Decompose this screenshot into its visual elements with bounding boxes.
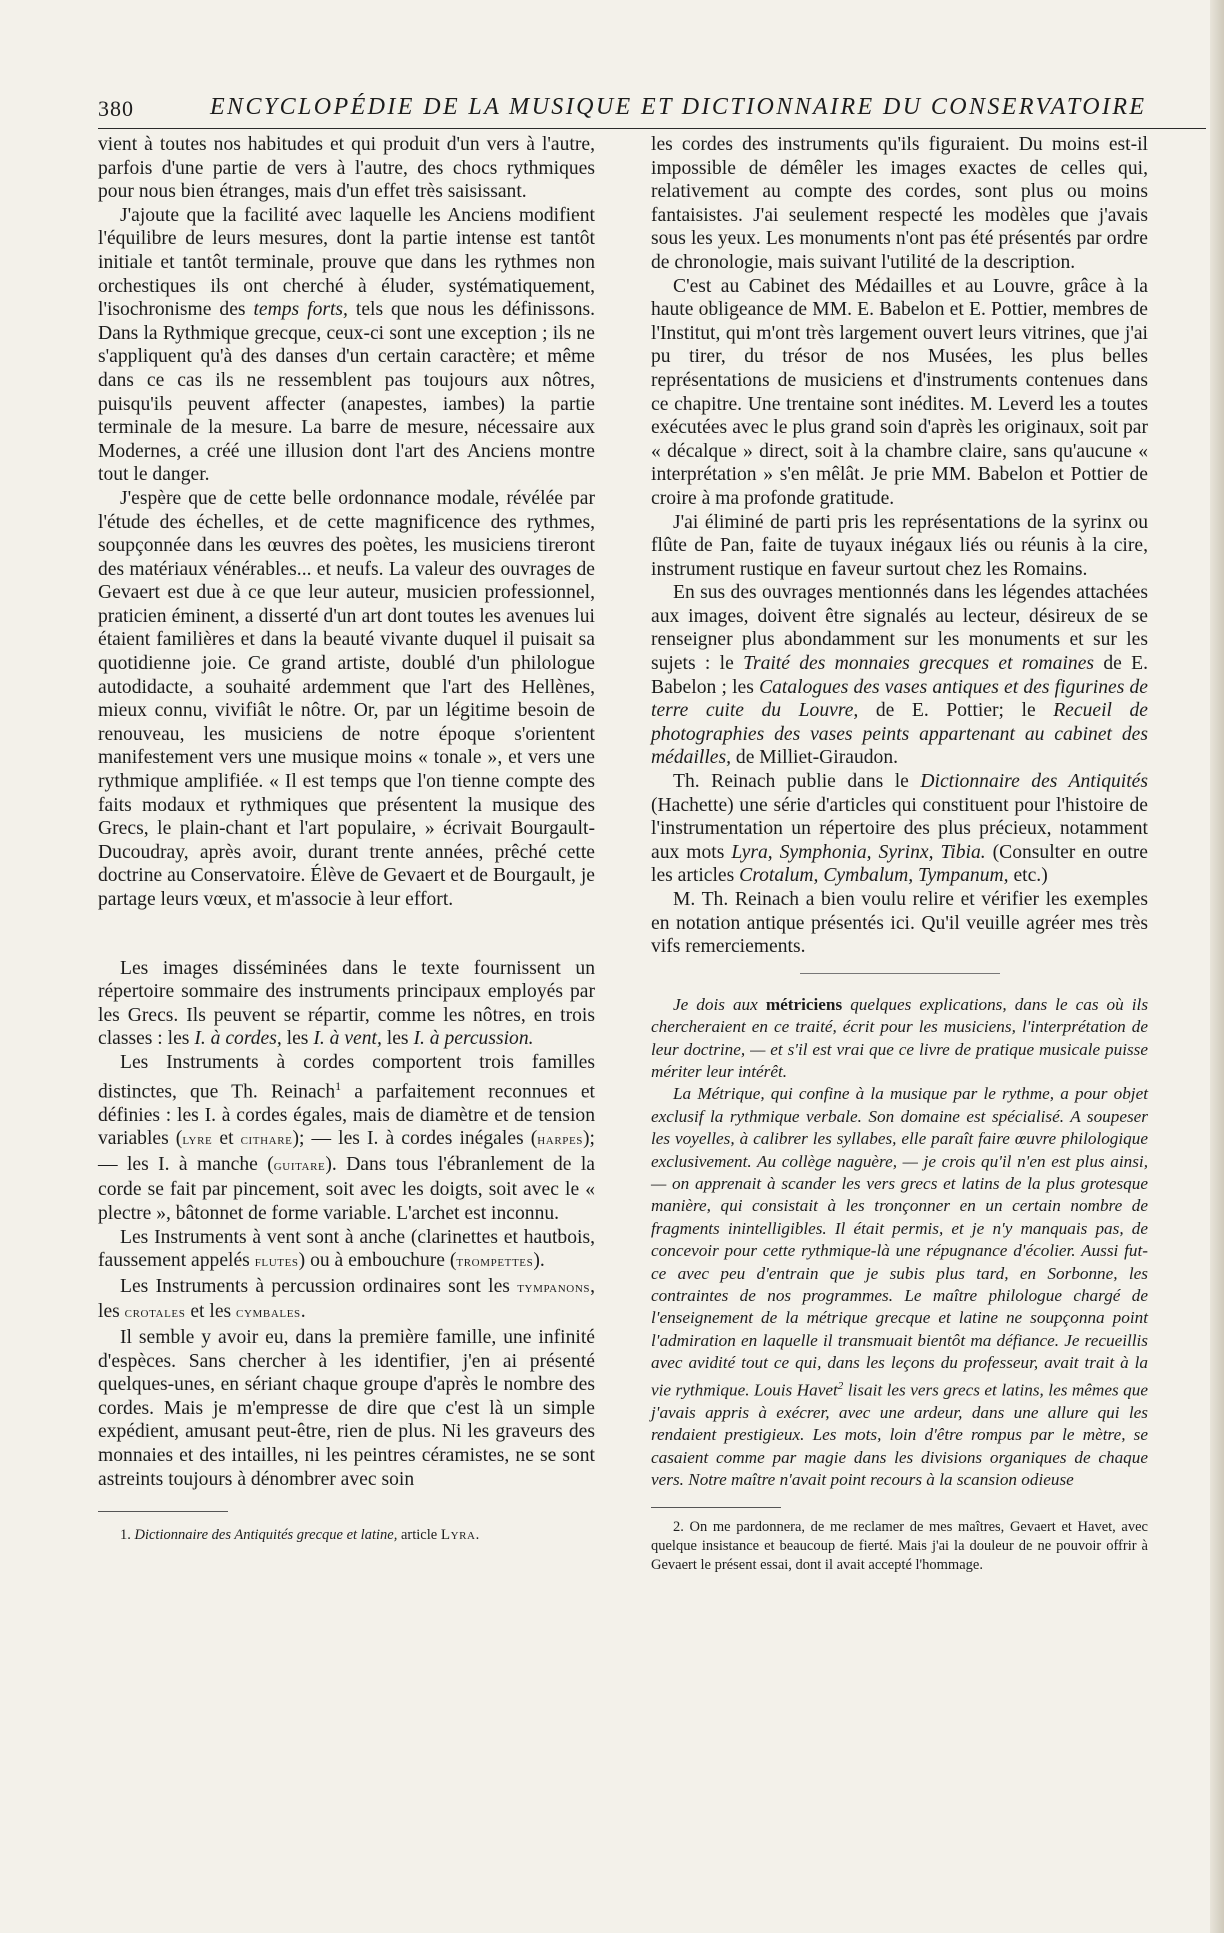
footnote-2: 2. On me pardonnera, de me reclamer de mes maîtres, Gevaert et Havet, avec quelque insistance et beaucoup de fierté. Mais j'ai la douleur de ne pouvoir offrir à Gevaert le présent essai, dont il avait accepté l'hommage. [651,1519,1148,1574]
page-edge [1210,0,1224,1933]
paragraph: M. Th. Reinach a bien voulu relire et vérifier les exemples en notation antique présentés ici. Qu'il veuille agréer mes très vifs remerciements. [651,889,1148,958]
running-header [98,94,1206,129]
left-column [98,133,595,1545]
footnote-rule [651,1507,781,1508]
paragraph: Les Instruments à vent sont à anche (clarinettes et hautbois, faussement appelés flutes) ou à embouchure (trompettes). [98,1226,595,1272]
paragraph: J'ajoute que la facilité avec laquelle les Anciens modifient l'équilibre de leurs mesures, dont la partie intense est tantôt initiale et tantôt terminale, prouve que dans les rythmes non orchestiques ils ont cherché à éluder, systématiquement, l'isochronisme des temps forts, tels que nous les définissons. Dans la Rythmique grecque, ceux-ci sont une exception ; ils ne s'appliquent qu'à des danses d'un certain caractère; et même dans ce cas ils ne ressemblent pas toujours aux nôtres, puisqu'ils peuvent affecter (anapestes, iambes) la partie terminale de la mesure. La barre de mesure, nécessaire aux Modernes, a créé une illusion dont l'art des Anciens montre tout le danger. [98,204,596,486]
paragraph: Les Instruments à cordes comportent trois familles distinctes, que Th. Reinach$^1$ a parfaitement reconnues et définies : les I. à cordes égales, mais de diamètre et de tension variables (lyre et cithare); — les I. à cordes inégales (harpes); — les I. à manche (guitare). Dans tous l'ébranlement de la corde se fait par pincement, soit avec les doigts, soit avec le « plectre », bâtonnet de forme variable. L'archet est inconnu. [98,1051,595,1225]
paragraph: vient à toutes nos habitudes et qui produit d'un vers à l'autre, parfois d'une partie de vers à l'autre, des chocs rythmiques pour nous bien étranges, mais d'un effet très saisissant. [98,134,595,203]
paragraph: J'espère que de cette belle ordonnance modale, révélée par l'étude des échelles, et de cette magnificence des rythmes, soupçonnée dans les œuvres des poètes, les musiciens tireront des matériaux vénérables... et neufs. La valeur des ouvrages de Gevaert est due à ce que leur auteur, musicien professionnel, praticien éminent, a disserté d'un art dont toutes les avenues lui étaient familières et dans la beauté vivante duquel il puisait sa quotidienne joie. Ce grand artiste, doublé d'un philologue autodidacte, a souhaité ardemment que l'art des Hellènes, mieux connu, vivifiât le nôtre. Or, par un légitime besoin de renouveau, les musiciens de notre époque s'orientent manifestement vers une musique moins « tonale », et vers une rythmique amplifiée. « Il est temps que l'on tienne compte des faits modaux et rythmiques que présentent la musique des Grecs, le plain-chant et l'art populaire, » écrivait Bourgault-Ducoudray, après avoir, durant trente années, prêché cette doctrine au Conservatoire. Élève de Gevaert et de Bourgault, je partage leurs vœux, et m'associe à leur effort. [98,487,595,910]
paragraph: Les Instruments à percussion ordinaires sont les tympanons, les crotales et les cymbales. [98,1275,595,1323]
footnote-marker: 2 [837,1379,844,1392]
page-number: 380 [98,96,134,121]
section-break [98,912,595,957]
right-column [651,133,1148,1575]
paragraph: Je dois aux métriciens quelques explications, dans le cas où ils chercheraient en ce traité, écrit pour les musiciens, l'interprétation de leur doctrine, — et s'il est vrai que ce livre de pratique musicale puisse mériter leur intérêt. [651,994,1149,1081]
paragraph: En sus des ouvrages mentionnés dans les légendes attachées aux images, doivent être signalés au lecteur, désireux de se renseigner plus abondamment sur les monuments et sur les sujets : le Traité des monnaies grecques et romaines de E. Babelon ; les Catalogues des vases antiques et des figurines de terre cuite du Louvre, de E. Pottier; le Recueil de photographies des vases peints appartenant au cabinet des médailles, de Milliet-Giraudon. [651,582,1148,769]
paragraph: Il semble y avoir eu, dans la première famille, une infinité d'espèces. Sans chercher à les identifier, j'en ai présenté quelques-unes, en sériant chaque groupe d'après le nombre des cordes. Mais je m'empresse de dire que c'est là un simple expédient, amusant peut-être, rien de plus. Ni les graveurs des monnaies et des intailles, ni les peintres céramistes, ne se sont astreints toujours à dénombrer avec soin [98,1327,595,1490]
metrics-note [651,994,1148,1492]
section-rule [800,973,1000,974]
running-title: ENCYCLOPÉDIE DE LA MUSIQUE ET DICTIONNAIRE DU CONSERVATOIRE [210,94,1147,120]
paragraph: les cordes des instruments qu'ils figuraient. Du moins est-il impossible de démêler les images exactes de celles qui, relativement au compte des cordes, sont plus ou moins fantaisistes. J'ai seulement respecté les modèles que j'avais sous les yeux. Les monuments n'ont pas été présentés par ordre de chronologie, mais suivant l'utilité de la description. [651,134,1148,273]
paragraph: Les images disséminées dans le texte fournissent un répertoire sommaire des instruments principaux employés par les Grecs. Ils peuvent se répartir, comme les nôtres, en trois classes : les I. à cordes, les I. à vent, les I. à percussion. [98,957,595,1050]
footnote-1: 1. Dictionnaire des Antiquités grecque et latine, article Lyra. [120,1527,480,1544]
footnote-marker: 1 [335,1078,342,1093]
paragraph: La Métrique, qui confine à la musique par le rythme, a pour objet exclusif la rythmique verbale. Son domaine est spécialisé. A soupeser les voyelles, à calibrer les syllabes, elle paraît faire œuvre philologique exclusivement. Au collège naguère, — je crois qu'il n'en est plus ainsi, — on apprenait à scander les vers grecs et latins de la plus grotesque manière, qui consistait à les tronçonner en un certain nombre de fragments inintelligibles. Il était permis, et je n'y manquais pas, de concevoir pour cette rythmique-là une répugnance d'écolier. Aussi fut-ce avec peu d'entrain que je subis plus tard, en Sorbonne, les contraintes de nos programmes. Le maître philologue chargé de l'enseignement de la métrique grecque et latine ne soupçonna point l'admiration en laquelle il transmuait bientôt ma défiance. Je recueillis avec avidité tout ce qui, dans les leçons du professeur, avait trait à la vie rythmique. Louis Havet$^2$ lisait les vers grecs et latins, les mêmes que j'avais appris à exécrer, avec une ardeur, dans une allure qui les rendaient prestigieux. Les mots, loin d'être rompus par le mètre, se casaient comme par magie dans les divisions organiques de chaque vers. Notre maître n'avait point recours à la scansion odieuse [651,1084,1148,1490]
paragraph: Th. Reinach publie dans le Dictionnaire des Antiquités (Hachette) une série d'articles qui constituent pour l'histoire de l'instrumentation un répertoire des plus précieux, notamment aux mots Lyra, Symphonia, Syrinx, Tibia. (Consulter en outre les articles Crotalum, Cymbalum, Tympanum, etc.) [651,771,1148,887]
paragraph: C'est au Cabinet des Médailles et au Louvre, grâce à la haute obligeance de MM. E. Babelon et E. Pottier, membres de l'Institut, qui m'ont très largement ouvert leurs vitrines, que j'ai pu tirer, du trésor de nos Musées, les plus belles représentations de musiciens et d'instruments contenues dans ce chapitre. Une trentaine sont inédites. M. Leverd les a toutes exécutées avec le plus grand soin d'après les originaux, soit par « décalque » direct, soit à la chambre claire, sans qu'aucune « interprétation » s'en mêlât. Je prie MM. Babelon et Pottier de croire à ma profonde gratitude. [651,275,1148,509]
paragraph: J'ai éliminé de parti pris les représentations de la syrinx ou flûte de Pan, faite de tuyaux inégaux liés ou réunis à la cire, instrument rustique en faveur surtout chez les Romains. [651,511,1148,580]
footnote-rule [98,1511,228,1512]
